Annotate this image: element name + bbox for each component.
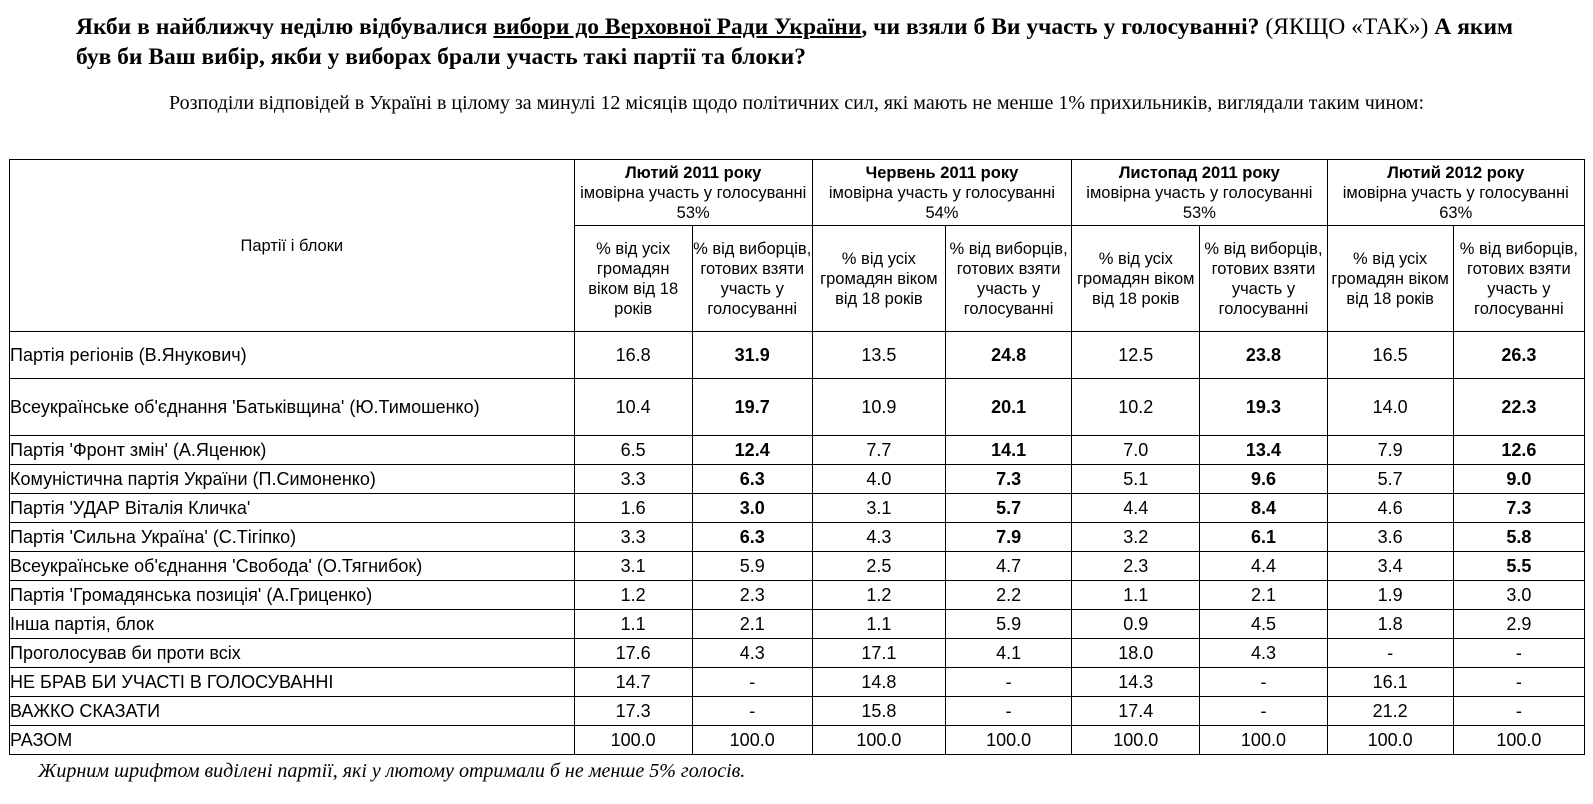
value-all-citizens: 3.1 — [574, 552, 692, 581]
party-name: Інша партія, блок — [10, 610, 575, 639]
party-name: ВАЖКО СКАЗАТИ — [10, 697, 575, 726]
value-all-citizens: 4.4 — [1072, 494, 1200, 523]
value-all-citizens: 1.2 — [812, 581, 945, 610]
period-subtitle: імовірна участь у голосуванні 53% — [580, 183, 807, 222]
col-header-voters: % від виборців, готових взяти участь у голосуванні — [1200, 226, 1327, 332]
value-all-citizens: 16.5 — [1327, 332, 1453, 379]
value-voters: 2.9 — [1453, 610, 1584, 639]
value-voters: 100.0 — [1453, 726, 1584, 755]
value-all-citizens: 3.3 — [574, 523, 692, 552]
table-row — [10, 436, 1585, 465]
value-voters: 12.6 — [1453, 436, 1584, 465]
value-voters: 6.3 — [692, 465, 812, 494]
value-all-citizens: 1.6 — [574, 494, 692, 523]
value-all-citizens: 18.0 — [1072, 639, 1200, 668]
value-voters: - — [1453, 668, 1584, 697]
party-name: Партія 'Фронт змін' (А.Яценюк) — [10, 436, 575, 465]
table-row — [10, 494, 1585, 523]
party-name: Проголосував би проти всіх — [10, 639, 575, 668]
period-header-2 — [1072, 160, 1327, 226]
party-name: Всеукраїнське об'єднання 'Батьківщина' (Ю.Тимошенко) — [10, 379, 575, 436]
value-all-citizens: 12.5 — [1072, 332, 1200, 379]
col-header-voters: % від виборців, готових взяти участь у голосуванні — [692, 226, 812, 332]
value-voters: - — [1453, 697, 1584, 726]
value-all-citizens: 4.0 — [812, 465, 945, 494]
value-all-citizens: 7.7 — [812, 436, 945, 465]
value-all-citizens: 2.5 — [812, 552, 945, 581]
table-row — [10, 581, 1585, 610]
value-all-citizens: 7.9 — [1327, 436, 1453, 465]
value-all-citizens: 17.6 — [574, 639, 692, 668]
value-all-citizens: 1.1 — [812, 610, 945, 639]
value-voters: 2.3 — [692, 581, 812, 610]
value-all-citizens: 0.9 — [1072, 610, 1200, 639]
value-all-citizens: 5.1 — [1072, 465, 1200, 494]
period-header-0 — [574, 160, 812, 226]
party-name: Партія регіонів (В.Янукович) — [10, 332, 575, 379]
value-all-citizens: 4.6 — [1327, 494, 1453, 523]
value-voters: 4.3 — [1200, 639, 1327, 668]
col-header-all-citizens: % від усіх громадян віком від 18 років — [812, 226, 945, 332]
col-header-all-citizens: % від усіх громадян віком від 18 років — [1327, 226, 1453, 332]
value-all-citizens: - — [1327, 639, 1453, 668]
value-voters: 7.3 — [946, 465, 1072, 494]
value-voters: 19.3 — [1200, 379, 1327, 436]
table-row — [10, 379, 1585, 436]
value-voters: 13.4 — [1200, 436, 1327, 465]
table-row — [10, 332, 1585, 379]
value-voters: 2.1 — [1200, 581, 1327, 610]
value-voters: 4.5 — [1200, 610, 1327, 639]
value-all-citizens: 1.1 — [574, 610, 692, 639]
question-heading — [76, 12, 1513, 72]
question-part2: , чи взяли б Ви участь у голосуванні? — [861, 14, 1260, 40]
value-all-citizens: 17.4 — [1072, 697, 1200, 726]
table-row — [10, 610, 1585, 639]
question-paren: (ЯКЩО «ТАК») — [1265, 14, 1429, 40]
value-voters: 2.1 — [692, 610, 812, 639]
table-row — [10, 523, 1585, 552]
question-underlined: вибори до Верховної Ради України — [493, 14, 862, 40]
footnote: Жирним шрифтом виділені партії, які у лютому отримали б не менше 5% голосів. — [38, 760, 746, 782]
value-voters: 5.8 — [1453, 523, 1584, 552]
value-all-citizens: 3.1 — [812, 494, 945, 523]
value-all-citizens: 100.0 — [1327, 726, 1453, 755]
value-all-citizens: 7.0 — [1072, 436, 1200, 465]
period-title: Листопад 2011 року — [1118, 163, 1280, 182]
period-title: Червень 2011 року — [865, 163, 1019, 182]
period-subtitle: імовірна участь у голосуванні 53% — [1086, 183, 1313, 222]
value-all-citizens: 3.6 — [1327, 523, 1453, 552]
value-all-citizens: 3.2 — [1072, 523, 1200, 552]
value-all-citizens: 13.5 — [812, 332, 945, 379]
value-voters: 100.0 — [946, 726, 1072, 755]
value-all-citizens: 10.4 — [574, 379, 692, 436]
party-name: РАЗОМ — [10, 726, 575, 755]
value-all-citizens: 17.3 — [574, 697, 692, 726]
table-row — [10, 552, 1585, 581]
value-all-citizens: 100.0 — [574, 726, 692, 755]
value-all-citizens: 14.3 — [1072, 668, 1200, 697]
value-all-citizens: 1.1 — [1072, 581, 1200, 610]
value-voters: 5.9 — [946, 610, 1072, 639]
value-voters: 23.8 — [1200, 332, 1327, 379]
value-all-citizens: 14.0 — [1327, 379, 1453, 436]
question-part1: Якби в найближчу неділю відбувалися — [76, 14, 488, 40]
party-name: Партія 'УДАР Віталія Кличка' — [10, 494, 575, 523]
value-voters: 4.7 — [946, 552, 1072, 581]
value-voters: 4.1 — [946, 639, 1072, 668]
table-row — [10, 639, 1585, 668]
value-voters: 19.7 — [692, 379, 812, 436]
col-header-all-citizens: % від усіх громадян віком від 18 років — [1072, 226, 1200, 332]
period-subtitle: імовірна участь у голосуванні 63% — [1342, 183, 1569, 222]
value-all-citizens: 21.2 — [1327, 697, 1453, 726]
value-all-citizens: 3.3 — [574, 465, 692, 494]
value-all-citizens: 1.9 — [1327, 581, 1453, 610]
value-voters: 4.3 — [692, 639, 812, 668]
results-table — [9, 159, 1585, 755]
value-voters: 9.0 — [1453, 465, 1584, 494]
value-all-citizens: 10.2 — [1072, 379, 1200, 436]
table-body — [10, 332, 1585, 755]
value-all-citizens: 1.2 — [574, 581, 692, 610]
value-all-citizens: 14.8 — [812, 668, 945, 697]
value-all-citizens: 16.1 — [1327, 668, 1453, 697]
value-voters: - — [1453, 639, 1584, 668]
value-voters: 5.5 — [1453, 552, 1584, 581]
question-part3: А яким був би Ваш вибір, якби у виборах брали участь такі партії та блоки? — [76, 14, 1513, 70]
value-voters: 7.9 — [946, 523, 1072, 552]
value-all-citizens: 14.7 — [574, 668, 692, 697]
value-all-citizens: 6.5 — [574, 436, 692, 465]
value-all-citizens: 4.3 — [812, 523, 945, 552]
table-row — [10, 726, 1585, 755]
party-name: Комуністична партія України (П.Симоненко) — [10, 465, 575, 494]
value-voters: 5.9 — [692, 552, 812, 581]
value-voters: 6.3 — [692, 523, 812, 552]
period-title: Лютий 2011 року — [625, 163, 762, 182]
value-voters: 3.0 — [692, 494, 812, 523]
value-voters: 22.3 — [1453, 379, 1584, 436]
value-voters: 9.6 — [1200, 465, 1327, 494]
value-voters: 26.3 — [1453, 332, 1584, 379]
value-all-citizens: 100.0 — [812, 726, 945, 755]
party-name: Партія 'Громадянська позиція' (А.Гриценко) — [10, 581, 575, 610]
value-voters: 2.2 — [946, 581, 1072, 610]
period-header-1 — [812, 160, 1071, 226]
value-voters: 31.9 — [692, 332, 812, 379]
col-header-voters: % від виборців, готових взяти участь у голосуванні — [946, 226, 1072, 332]
period-subtitle: імовірна участь у голосуванні 54% — [828, 183, 1056, 222]
value-voters: - — [692, 668, 812, 697]
value-all-citizens: 16.8 — [574, 332, 692, 379]
period-title: Лютий 2012 року — [1387, 163, 1525, 182]
value-voters: 7.3 — [1453, 494, 1584, 523]
table-row — [10, 697, 1585, 726]
party-name: Партія 'Сильна Україна' (С.Тігіпко) — [10, 523, 575, 552]
value-all-citizens: 15.8 — [812, 697, 945, 726]
value-voters: 3.0 — [1453, 581, 1584, 610]
value-voters: 100.0 — [692, 726, 812, 755]
party-name: Всеукраїнське об'єднання 'Свобода' (О.Тягнибок) — [10, 552, 575, 581]
period-header-3 — [1327, 160, 1584, 226]
value-voters: 100.0 — [1200, 726, 1327, 755]
value-voters: 14.1 — [946, 436, 1072, 465]
value-all-citizens: 100.0 — [1072, 726, 1200, 755]
value-voters: 8.4 — [1200, 494, 1327, 523]
value-voters: 6.1 — [1200, 523, 1327, 552]
value-voters: - — [1200, 697, 1327, 726]
value-all-citizens: 2.3 — [1072, 552, 1200, 581]
value-voters: - — [692, 697, 812, 726]
value-all-citizens: 17.1 — [812, 639, 945, 668]
value-voters: - — [1200, 668, 1327, 697]
subtitle: Розподіли відповідей в Україні в цілому за минулі 12 місяців щодо політичних сил, які мають не менше 1% прихильників, виглядали таким чином: — [168, 92, 1424, 114]
value-voters: 5.7 — [946, 494, 1072, 523]
value-all-citizens: 1.8 — [1327, 610, 1453, 639]
party-column-header: Партії і блоки — [10, 160, 575, 332]
value-voters: 20.1 — [946, 379, 1072, 436]
col-header-voters: % від виборців, готових взяти участь у голосуванні — [1453, 226, 1584, 332]
value-all-citizens: 3.4 — [1327, 552, 1453, 581]
value-voters: - — [946, 668, 1072, 697]
value-all-citizens: 5.7 — [1327, 465, 1453, 494]
value-voters: 24.8 — [946, 332, 1072, 379]
col-header-all-citizens: % від усіх громадян віком від 18 років — [574, 226, 692, 332]
party-name: НЕ БРАВ БИ УЧАСТІ В ГОЛОСУВАННІ — [10, 668, 575, 697]
value-all-citizens: 10.9 — [812, 379, 945, 436]
table-row — [10, 668, 1585, 697]
table-row — [10, 465, 1585, 494]
value-voters: 12.4 — [692, 436, 812, 465]
value-voters: - — [946, 697, 1072, 726]
value-voters: 4.4 — [1200, 552, 1327, 581]
